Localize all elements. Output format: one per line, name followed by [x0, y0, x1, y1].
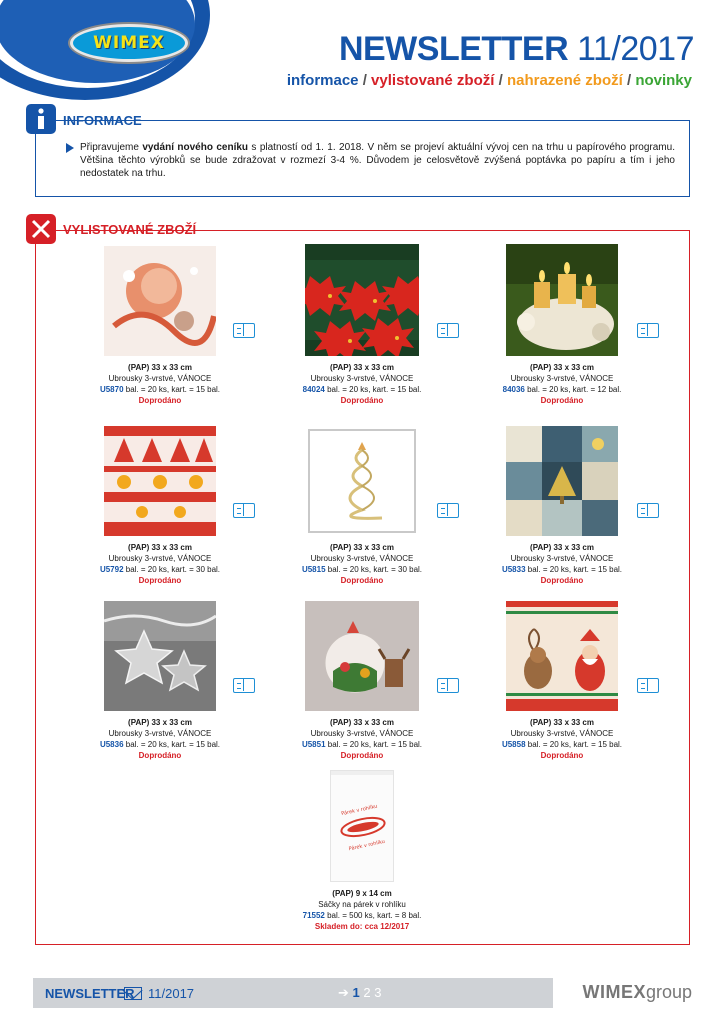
product-name: Ubrousky 3-vrstvé, VÁNOCE	[310, 554, 414, 563]
logo-area	[0, 0, 215, 110]
product-pack: bal. = 20 ks, kart. = 30 bal.	[123, 565, 221, 574]
product-pack: bal. = 20 ks, kart. = 15 bal.	[123, 385, 221, 394]
product-name: Ubrousky 3-vrstvé, VÁNOCE	[310, 374, 414, 383]
product-status: Doprodáno	[138, 751, 182, 760]
product-caption	[462, 542, 662, 586]
product-pack: bal. = 20 ks, kart. = 15 bal.	[325, 740, 423, 749]
product-caption	[262, 717, 462, 761]
product-code: U5870	[99, 385, 124, 394]
product-status: Doprodáno	[540, 396, 584, 405]
page-link-3[interactable]: 3	[374, 985, 382, 1000]
product-caption	[262, 362, 462, 406]
product-status: Doprodáno	[540, 751, 584, 760]
product-pack: bal. = 20 ks, kart. = 30 bal.	[325, 565, 423, 574]
vylistovane-rule	[200, 230, 690, 231]
subtitle-vylistovane: vylistované zboží	[371, 72, 495, 89]
info-icon	[26, 104, 56, 134]
product-pack: bal. = 20 ks, kart. = 15 bal.	[525, 565, 623, 574]
page-link-1[interactable]: 1	[352, 985, 360, 1000]
catalog-book-icon[interactable]	[637, 678, 659, 693]
brand-light: group	[645, 982, 692, 1002]
product-card[interactable]	[462, 426, 662, 586]
product-caption	[462, 362, 662, 406]
subtitle-informace: informace	[286, 72, 359, 89]
informace-text-bold: vydání nového ceníku	[142, 142, 249, 153]
informace-text	[80, 141, 675, 180]
product-code: U5858	[501, 740, 526, 749]
product-card[interactable]	[462, 601, 662, 761]
product-caption	[60, 717, 260, 761]
product-card[interactable]	[262, 770, 462, 932]
product-image-napkin	[104, 246, 216, 356]
product-size: (PAP) 33 x 33 cm	[128, 363, 192, 372]
product-caption	[60, 362, 260, 406]
subtitle-novinky: novinky	[635, 72, 692, 89]
catalog-book-icon[interactable]	[233, 323, 255, 338]
product-name: Sáčky na párek v rohlíku	[318, 900, 406, 909]
product-status: Doprodáno	[340, 576, 384, 585]
product-size: (PAP) 33 x 33 cm	[330, 543, 394, 552]
product-caption	[462, 717, 662, 761]
bag-print-top: Párek v rohlíku	[340, 803, 379, 818]
subtitle-sep: /	[358, 72, 372, 89]
catalog-book-icon[interactable]	[233, 503, 255, 518]
product-status: Doprodáno	[138, 396, 182, 405]
product-code: U5836	[99, 740, 124, 749]
bag-print-bottom: Párek v rohlíku	[348, 838, 386, 853]
product-name: Ubrousky 3-vrstvé, VÁNOCE	[310, 729, 414, 738]
informace-text-pre: Připravujeme	[80, 142, 143, 153]
page-link-2[interactable]: 2	[363, 985, 371, 1000]
product-card[interactable]	[262, 244, 462, 406]
next-arrow-icon[interactable]: ➔	[338, 985, 349, 1000]
subtitle-nahrazene: nahrazené zboží	[506, 72, 623, 89]
product-name: Ubrousky 3-vrstvé, VÁNOCE	[510, 374, 614, 383]
product-code: 84024	[302, 385, 325, 394]
footer-title: NEWSLETTER	[45, 986, 135, 1001]
title-word: NEWSLETTER	[338, 30, 569, 68]
catalog-book-icon[interactable]	[437, 503, 459, 518]
product-code: U5792	[99, 565, 124, 574]
product-status: Skladem do: cca 12/2017	[314, 922, 410, 931]
product-pack: bal. = 20 ks, kart. = 15 bal.	[324, 385, 422, 394]
product-image-napkin	[305, 601, 419, 711]
product-card[interactable]	[462, 244, 662, 406]
product-name: Ubrousky 3-vrstvé, VÁNOCE	[108, 554, 212, 563]
envelope-icon[interactable]	[124, 987, 142, 1000]
product-card[interactable]	[262, 426, 462, 586]
product-status: Doprodáno	[340, 751, 384, 760]
product-card[interactable]	[60, 601, 260, 761]
page-navigation	[338, 985, 381, 1001]
product-card[interactable]	[262, 601, 462, 761]
wimex-logo[interactable]	[70, 24, 188, 62]
product-name: Ubrousky 3-vrstvé, VÁNOCE	[108, 729, 212, 738]
product-image-bag	[330, 770, 394, 882]
product-size: (PAP) 33 x 33 cm	[530, 718, 594, 727]
product-card[interactable]	[60, 426, 260, 586]
catalog-book-icon[interactable]	[637, 323, 659, 338]
product-pack: bal. = 20 ks, kart. = 12 bal.	[524, 385, 622, 394]
title-issue: 11/2017	[577, 30, 694, 68]
product-image-napkin	[305, 426, 419, 536]
catalog-book-icon[interactable]	[233, 678, 255, 693]
product-image-napkin	[506, 426, 618, 536]
product-size: (PAP) 33 x 33 cm	[530, 543, 594, 552]
informace-text-post: s platností od 1. 1. 2018. V něm se projeví aktuální vývoj cen na trhu u papírového programu. Většina těchto výrobků se bude zdražovat v rozmezí 3-4 %. Důvodem je celosvětově zvýšená poptávka po papíru a tím i jeho nedostatek na trhu.	[80, 142, 675, 179]
product-image-napkin	[506, 244, 618, 356]
product-image-napkin	[305, 244, 419, 356]
wimex-group-logo	[582, 982, 692, 1003]
product-caption	[60, 542, 260, 586]
product-name: Ubrousky 3-vrstvé, VÁNOCE	[108, 374, 212, 383]
product-pack: bal. = 20 ks, kart. = 15 bal.	[123, 740, 221, 749]
product-pack: bal. = 20 ks, kart. = 15 bal.	[525, 740, 623, 749]
product-size: (PAP) 9 x 14 cm	[332, 889, 392, 898]
product-name: Ubrousky 3-vrstvé, VÁNOCE	[510, 554, 614, 563]
product-image-napkin	[104, 601, 216, 711]
product-code: U5833	[501, 565, 526, 574]
product-size: (PAP) 33 x 33 cm	[530, 363, 594, 372]
product-card[interactable]	[60, 246, 260, 406]
product-size: (PAP) 33 x 33 cm	[330, 363, 394, 372]
product-code: U5851	[301, 740, 326, 749]
product-caption	[262, 888, 462, 932]
footer-issue: 11/2017	[148, 986, 195, 1001]
subtitle-sep: /	[494, 72, 507, 89]
newsletter-title	[339, 30, 694, 69]
product-caption	[262, 542, 462, 586]
product-size: (PAP) 33 x 33 cm	[128, 543, 192, 552]
bullet-arrow-icon	[66, 143, 74, 153]
product-status: Doprodáno	[340, 396, 384, 405]
catalog-book-icon[interactable]	[437, 323, 459, 338]
catalog-book-icon[interactable]	[437, 678, 459, 693]
product-size: (PAP) 33 x 33 cm	[330, 718, 394, 727]
vylistovane-heading: VYLISTOVANÉ ZBOŽÍ	[63, 222, 197, 237]
informace-rule	[150, 120, 690, 121]
product-code: 84036	[502, 385, 525, 394]
informace-heading: INFORMACE	[63, 113, 142, 128]
product-status: Doprodáno	[540, 576, 584, 585]
product-code: 71552	[302, 911, 325, 920]
product-image-napkin	[506, 601, 618, 711]
product-image-napkin	[104, 426, 216, 536]
product-pack: bal. = 500 ks, kart. = 8 bal.	[324, 911, 422, 920]
newsletter-subtitle	[287, 72, 692, 89]
brand-bold: WIMEX	[582, 982, 646, 1002]
logo-text: WIMEX	[93, 33, 165, 53]
product-code: U5815	[301, 565, 326, 574]
subtitle-sep: /	[622, 72, 636, 89]
catalog-book-icon[interactable]	[637, 503, 659, 518]
close-x-icon	[26, 214, 56, 244]
product-status: Doprodáno	[138, 576, 182, 585]
product-size: (PAP) 33 x 33 cm	[128, 718, 192, 727]
product-name: Ubrousky 3-vrstvé, VÁNOCE	[510, 729, 614, 738]
